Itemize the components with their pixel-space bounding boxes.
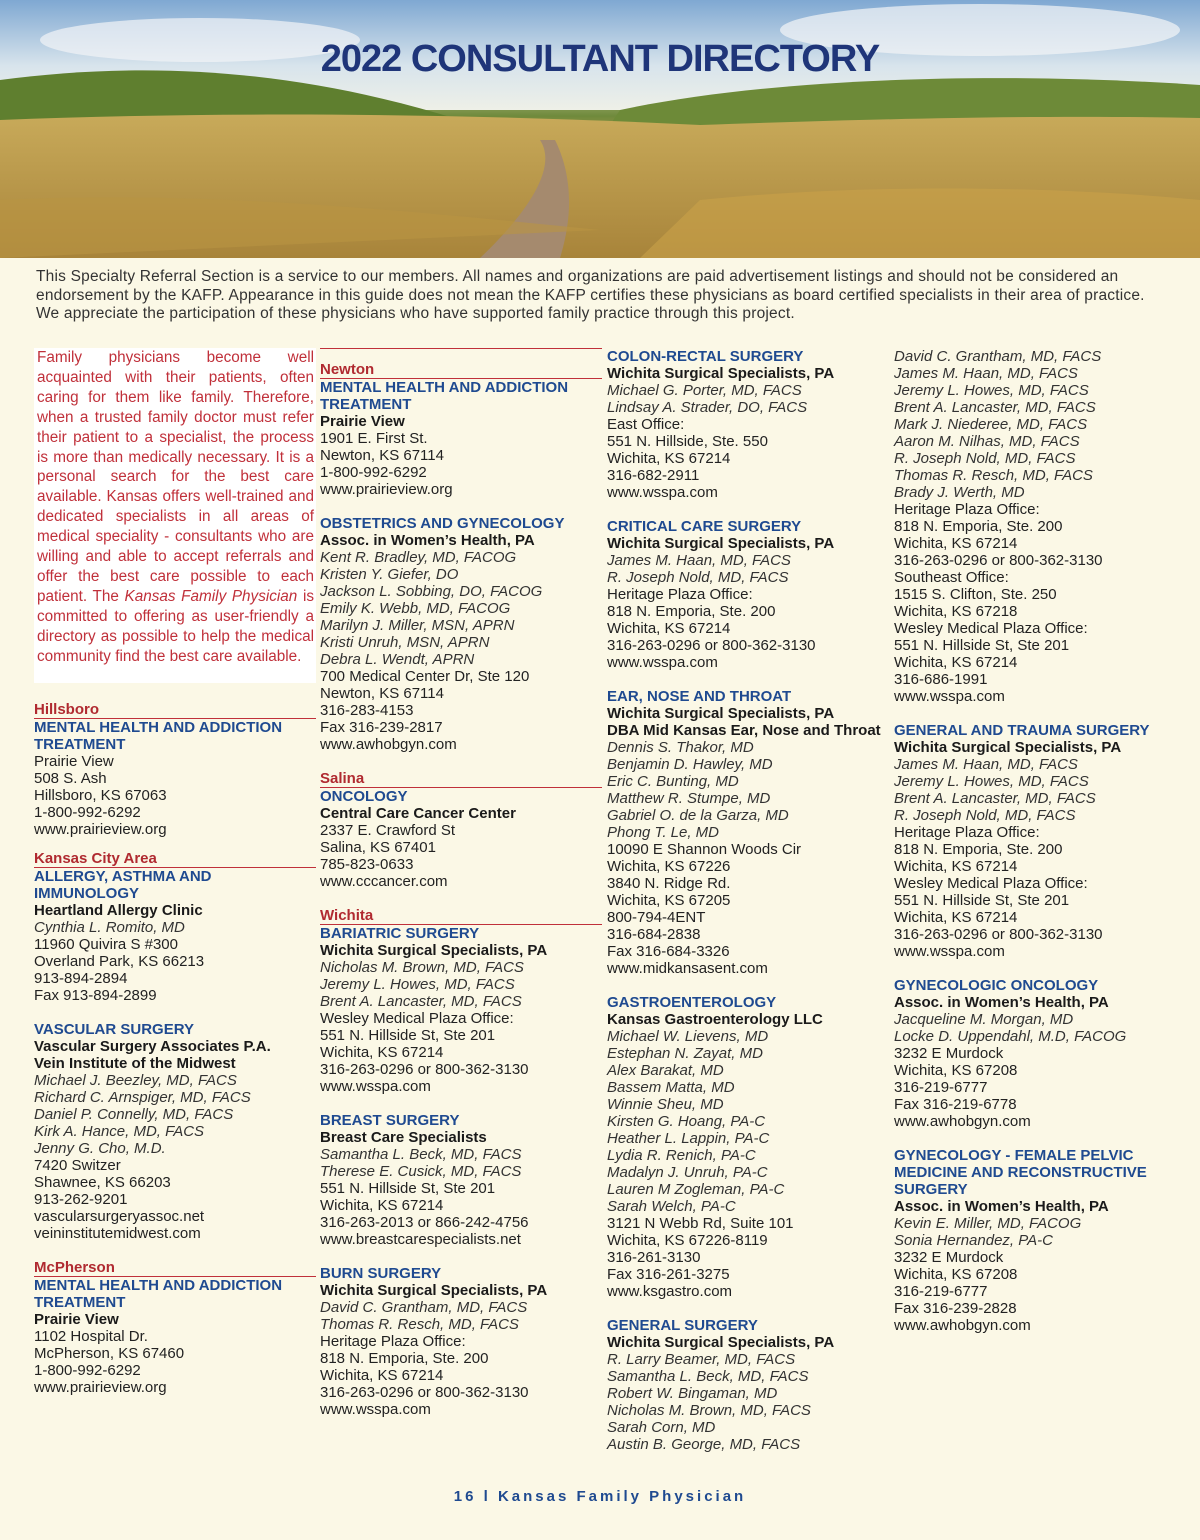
physician-name: Aaron M. Nilhas, MD, FACS [894, 433, 1080, 450]
city-heading: Wichita [320, 907, 602, 925]
listing-line: www.awhobgyn.com [320, 736, 457, 753]
listing-line: 3840 N. Ridge Rd. [607, 875, 731, 892]
physician-name: R. Joseph Nold, MD, FACS [894, 807, 1076, 824]
physician-name: Jeremy L. Howes, MD, FACS [894, 382, 1089, 399]
organization-name: Wichita Surgical Specialists, PA [607, 535, 835, 552]
listing-line: www.midkansasent.com [607, 960, 768, 977]
specialty-heading: GYNECOLOGIC ONCOLOGY [894, 977, 1099, 994]
listing-line: 700 Medical Center Dr, Ste 120 [320, 668, 530, 685]
organization-name: Wichita Surgical Specialists, PA [607, 705, 835, 722]
physician-name: David C. Grantham, MD, FACS [320, 1299, 528, 1316]
listing-line: www.prairieview.org [34, 820, 167, 838]
specialty-heading: VASCULAR SURGERY [34, 1020, 195, 1038]
physician-name: Alex Barakat, MD [607, 1062, 724, 1079]
listing-line: Wichita, KS 67205 [607, 892, 731, 909]
physician-name: R. Joseph Nold, MD, FACS [894, 450, 1076, 467]
physician-name: Kirk A. Hance, MD, FACS [34, 1122, 205, 1140]
listing-line: Hillsboro, KS 67063 [34, 786, 167, 804]
listing-line: www.cccancer.com [320, 873, 448, 890]
directory-column-3 [607, 348, 889, 1453]
physician-name: Matthew R. Stumpe, MD [607, 790, 771, 807]
physician-name: Kristen Y. Giefer, DO [320, 566, 459, 583]
physician-name: Heather L. Lappin, PA-C [607, 1130, 770, 1147]
physician-name: R. Joseph Nold, MD, FACS [607, 569, 789, 586]
listing-line: 316-283-4153 [320, 702, 414, 719]
listing-line: Wichita, KS 67208 [894, 1062, 1018, 1079]
listing-line: Wichita, KS 67226-8119 [607, 1232, 768, 1249]
listing-line: 316-686-1991 [894, 671, 988, 688]
organization-name: Wichita Surgical Specialists, PA [320, 1282, 548, 1299]
listing-line: veininstitutemidwest.com [34, 1224, 201, 1242]
physician-name: Brent A. Lancaster, MD, FACS [320, 993, 522, 1010]
listing-line: 316-263-0296 or 800-362-3130 [320, 1384, 529, 1401]
physician-name: Michael W. Lievens, MD [607, 1028, 769, 1045]
physician-name: Brady J. Werth, MD [894, 484, 1025, 501]
listing-line: Salina, KS 67401 [320, 839, 436, 856]
physician-name: Michael J. Beezley, MD, FACS [34, 1071, 237, 1089]
physician-name: Robert W. Bingaman, MD [607, 1385, 778, 1402]
listing-line: vascularsurgeryassoc.net [34, 1207, 205, 1225]
listing-line: www.wsspa.com [607, 484, 718, 501]
listing-line: www.ksgastro.com [607, 1283, 733, 1300]
organization-name: Assoc. in Women’s Health, PA [320, 532, 535, 549]
physician-name: Lydia R. Renich, PA-C [607, 1147, 756, 1164]
listing-line: 1102 Hospital Dr. [34, 1327, 148, 1345]
listing-line: 551 N. Hillside St, Ste 201 [894, 892, 1070, 909]
listing-line: www.wsspa.com [894, 688, 1005, 705]
listing-line: Wesley Medical Plaza Office: [894, 620, 1088, 637]
physician-name: Jacqueline M. Morgan, MD [894, 1011, 1074, 1028]
physician-name: Kent R. Bradley, MD, FACOG [320, 549, 517, 566]
physician-name: Samantha L. Beck, MD, FACS [320, 1146, 522, 1163]
listing-line: Wesley Medical Plaza Office: [320, 1010, 514, 1027]
physician-name: Lindsay A. Strader, DO, FACS [607, 399, 808, 416]
column-entries [607, 348, 889, 1453]
listing-line: Overland Park, KS 66213 [34, 952, 205, 970]
organization-name: Prairie View [34, 1310, 119, 1328]
physician-name: Richard C. Arnspiger, MD, FACS [34, 1088, 251, 1106]
listing-line: Wichita, KS 67214 [894, 858, 1018, 875]
city-heading: Salina [320, 770, 602, 788]
column-entries [894, 348, 1176, 1334]
city-heading: Hillsboro [34, 701, 316, 719]
listing-line: Wichita, KS 67218 [894, 603, 1018, 620]
listing-line: 3232 E Murdock [894, 1249, 1004, 1266]
listing-line: Prairie View [34, 752, 114, 770]
organization-name: Wichita Surgical Specialists, PA [607, 1334, 835, 1351]
physician-name: Kristi Unruh, MSN, APRN [320, 634, 490, 651]
physician-name: Sonia Hernandez, PA-C [894, 1232, 1053, 1249]
organization-name: Wichita Surgical Specialists, PA [894, 739, 1122, 756]
listing-line: Wichita, KS 67214 [894, 654, 1018, 671]
physician-name: Brent A. Lancaster, MD, FACS [894, 399, 1096, 416]
listing-line: Heritage Plaza Office: [894, 824, 1040, 841]
specialty-heading: BURN SURGERY [320, 1265, 442, 1282]
specialty-heading: MENTAL HEALTH AND ADDICTION TREATMENT [320, 379, 569, 413]
listing-line: www.awhobgyn.com [894, 1317, 1031, 1334]
specialty-heading: OBSTETRICS AND GYNECOLOGY [320, 515, 565, 532]
listing-line: 7420 Switzer [34, 1156, 121, 1174]
listing-line: 316-219-6777 [894, 1283, 988, 1300]
listing-line: East Office: [607, 416, 685, 433]
listing-line: 316-263-0296 or 800-362-3130 [607, 637, 816, 654]
listing-line: 913-894-2894 [34, 969, 128, 987]
listing-line: 2337 E. Crawford St [320, 822, 456, 839]
specialty-heading: GYNECOLOGY - FEMALE PELVIC MEDICINE AND RECONSTRUCTIVE SURGERY [894, 1147, 1147, 1198]
directory-column-1 [34, 348, 316, 1396]
listing-line: 913-262-9201 [34, 1190, 128, 1208]
listing-line: Shawnee, KS 66203 [34, 1173, 171, 1191]
physician-name: Sarah Corn, MD [607, 1419, 716, 1436]
listing-line: Heritage Plaza Office: [894, 501, 1040, 518]
listing-line: Fax 316-261-3275 [607, 1266, 730, 1283]
listing-line: 1-800-992-6292 [34, 1361, 141, 1379]
specialty-heading: BARIATRIC SURGERY [320, 925, 480, 942]
physician-name: Austin B. George, MD, FACS [607, 1436, 801, 1453]
listing-line: Wichita, KS 67214 [320, 1197, 444, 1214]
listing-line: 316-263-0296 or 800-362-3130 [320, 1061, 529, 1078]
listing-line: Wichita, KS 67208 [894, 1266, 1018, 1283]
organization-name: Vascular Surgery Associates P.A. [34, 1037, 271, 1055]
specialty-heading: BREAST SURGERY [320, 1112, 460, 1129]
listing-line: 818 N. Emporia, Ste. 200 [894, 841, 1063, 858]
physician-name: Thomas R. Resch, MD, FACS [894, 467, 1093, 484]
intro-paragraph: This Specialty Referral Section is a service to our members. All names and organizations are paid advertisement listings and should not be considered an endorsement by the KAFP. Appearance in this guide does not mean the KAFP certifies these physicians as board certified specialists in their area of practice. We appreciate the participation of these physicians who have supported family practice through this project. [36, 268, 1145, 322]
listing-line: www.wsspa.com [607, 654, 718, 671]
listing-line: 10090 E Shannon Woods Cir [607, 841, 802, 858]
physician-name: Benjamin D. Hawley, MD [607, 756, 773, 773]
directory-column-4 [894, 348, 1176, 1334]
listing-line: www.wsspa.com [320, 1078, 431, 1095]
specialty-heading: CRITICAL CARE SURGERY [607, 518, 802, 535]
organization-name: DBA Mid Kansas Ear, Nose and Throat [607, 722, 881, 739]
listing-line: 1515 S. Clifton, Ste. 250 [894, 586, 1057, 603]
physician-name: Bassem Matta, MD [607, 1079, 735, 1096]
quote-text-end: is committed to offering as user-friendly a directory as possible to help the medical community find the best care available. [37, 587, 315, 665]
physician-name: Gabriel O. de la Garza, MD [607, 807, 789, 824]
listing-line: McPherson, KS 67460 [34, 1344, 185, 1362]
header-banner-image [0, 0, 1200, 258]
column-entries [320, 348, 602, 1418]
listing-line: 551 N. Hillside St, Ste 201 [320, 1180, 496, 1197]
listing-line: Fax 316-239-2828 [894, 1300, 1017, 1317]
organization-name: Assoc. in Women’s Health, PA [894, 994, 1109, 1011]
physician-name: Estephan N. Zayat, MD [607, 1045, 763, 1062]
listing-line: Fax 913-894-2899 [34, 986, 157, 1004]
physician-name: Nicholas M. Brown, MD, FACS [320, 959, 524, 976]
physician-name: David C. Grantham, MD, FACS [894, 348, 1102, 365]
organization-name: Kansas Gastroenterology LLC [607, 1011, 823, 1028]
listing-line: 316-219-6777 [894, 1079, 988, 1096]
listing-line: Wichita, KS 67226 [607, 858, 731, 875]
organization-name: Vein Institute of the Midwest [34, 1054, 236, 1072]
column-entries [34, 701, 316, 1396]
listing-line: 818 N. Emporia, Ste. 200 [894, 518, 1063, 535]
listing-line: Wichita, KS 67214 [894, 535, 1018, 552]
physician-name: Jenny G. Cho, M.D. [34, 1139, 166, 1157]
listing-line: Wichita, KS 67214 [607, 620, 731, 637]
physician-name: Jeremy L. Howes, MD, FACS [894, 773, 1089, 790]
directory-column-2 [320, 348, 602, 1418]
physician-name: Dennis S. Thakor, MD [607, 739, 754, 756]
physician-name: Eric C. Bunting, MD [607, 773, 739, 790]
physician-name: James M. Haan, MD, FACS [607, 552, 791, 569]
specialty-heading: GASTROENTEROLOGY [607, 994, 777, 1011]
listing-line: 1901 E. First St. [320, 430, 428, 447]
divider [320, 348, 602, 349]
listing-line: Fax 316-219-6778 [894, 1096, 1017, 1113]
physician-name: Samantha L. Beck, MD, FACS [607, 1368, 809, 1385]
page-title: 2022 CONSULTANT DIRECTORY [320, 38, 880, 80]
listing-line: 800-794-4ENT [607, 909, 706, 926]
specialty-heading: MENTAL HEALTH AND ADDICTION TREATMENT [34, 1276, 283, 1311]
listing-line: 508 S. Ash [34, 769, 107, 787]
specialty-heading: ALLERGY, ASTHMA AND IMMUNOLOGY [34, 867, 212, 902]
intro-quote-box [34, 348, 316, 683]
listing-line: www.prairieview.org [34, 1378, 167, 1396]
physician-name: Jackson L. Sobbing, DO, FACOG [320, 583, 543, 600]
listing-line: 11960 Quivira S #300 [34, 935, 178, 953]
page-footer: 16 l Kansas Family Physician [453, 1488, 747, 1505]
listing-line: Newton, KS 67114 [320, 447, 444, 464]
listing-line: Heritage Plaza Office: [320, 1333, 466, 1350]
magazine-title: Kansas Family Physician [124, 587, 298, 605]
physician-name: Emily K. Webb, MD, FACOG [320, 600, 511, 617]
listing-line: Wichita, KS 67214 [320, 1044, 444, 1061]
listing-line: www.wsspa.com [320, 1401, 431, 1418]
listing-line: Newton, KS 67114 [320, 685, 444, 702]
listing-line: www.breastcarespecialists.net [320, 1231, 521, 1248]
listing-line: 551 N. Hillside St, Ste 201 [894, 637, 1070, 654]
listing-line: 551 N. Hillside St, Ste 201 [320, 1027, 496, 1044]
physician-name: James M. Haan, MD, FACS [894, 756, 1078, 773]
physician-name: Nicholas M. Brown, MD, FACS [607, 1402, 811, 1419]
physician-name: James M. Haan, MD, FACS [894, 365, 1078, 382]
city-heading: Newton [320, 361, 602, 379]
physician-name: Phong T. Le, MD [607, 824, 720, 841]
physician-name: Kirsten G. Hoang, PA-C [607, 1113, 766, 1130]
listing-line: 3232 E Murdock [894, 1045, 1004, 1062]
listing-line: Wichita, KS 67214 [607, 450, 731, 467]
organization-name: Breast Care Specialists [320, 1129, 487, 1146]
listing-line: Wichita, KS 67214 [894, 909, 1018, 926]
specialty-heading: COLON-RECTAL SURGERY [607, 348, 804, 365]
physician-name: Madalyn J. Unruh, PA-C [607, 1164, 768, 1181]
specialty-heading: EAR, NOSE AND THROAT [607, 688, 792, 705]
organization-name: Prairie View [320, 413, 405, 430]
physician-name: Michael G. Porter, MD, FACS [607, 382, 802, 399]
listing-line: 818 N. Emporia, Ste. 200 [607, 603, 776, 620]
listing-line: 316-684-2838 [607, 926, 701, 943]
listing-line: Heritage Plaza Office: [607, 586, 753, 603]
listing-line: www.wsspa.com [894, 943, 1005, 960]
physician-name: Debra L. Wendt, APRN [320, 651, 475, 668]
listing-line: 1-800-992-6292 [320, 464, 427, 481]
physician-name: Jeremy L. Howes, MD, FACS [320, 976, 515, 993]
physician-name: Daniel P. Connelly, MD, FACS [34, 1105, 234, 1123]
specialty-heading: MENTAL HEALTH AND ADDICTION TREATMENT [34, 718, 283, 753]
listing-line: 818 N. Emporia, Ste. 200 [320, 1350, 489, 1367]
listing-line: 551 N. Hillside, Ste. 550 [607, 433, 768, 450]
listing-line: 3121 N Webb Rd, Suite 101 [607, 1215, 794, 1232]
listing-line: Fax 316-684-3326 [607, 943, 730, 960]
physician-name: Sarah Welch, PA-C [607, 1198, 736, 1215]
physician-name: Kevin E. Miller, MD, FACOG [894, 1215, 1082, 1232]
organization-name: Assoc. in Women’s Health, PA [894, 1198, 1109, 1215]
listing-line: Fax 316-239-2817 [320, 719, 443, 736]
physician-name: Marilyn J. Miller, MSN, APRN [320, 617, 515, 634]
listing-line: www.prairieview.org [320, 481, 453, 498]
physician-name: R. Larry Beamer, MD, FACS [607, 1351, 796, 1368]
organization-name: Wichita Surgical Specialists, PA [320, 942, 548, 959]
listing-line: www.awhobgyn.com [894, 1113, 1031, 1130]
listing-line: Southeast Office: [894, 569, 1009, 586]
listing-line: 316-682-2911 [607, 467, 700, 484]
physician-name: Therese E. Cusick, MD, FACS [320, 1163, 522, 1180]
organization-name: Central Care Cancer Center [320, 805, 516, 822]
city-heading: Kansas City Area [34, 850, 316, 868]
specialty-heading: GENERAL AND TRAUMA SURGERY [894, 722, 1150, 739]
city-heading: McPherson [34, 1259, 316, 1277]
physician-name: Winnie Sheu, MD [607, 1096, 724, 1113]
listing-line: 316-263-2013 or 866-242-4756 [320, 1214, 529, 1231]
listing-line: 316-261-3130 [607, 1249, 701, 1266]
organization-name: Heartland Allergy Clinic [34, 901, 203, 919]
physician-name: Cynthia L. Romito, MD [34, 918, 185, 936]
physician-name: Mark J. Niederee, MD, FACS [894, 416, 1088, 433]
listing-line: Wesley Medical Plaza Office: [894, 875, 1088, 892]
specialty-heading: ONCOLOGY [320, 788, 408, 805]
organization-name: Wichita Surgical Specialists, PA [607, 365, 835, 382]
quote-text: Family physicians become well acquainted with their patients, often caring for them like family. Therefore, when a trusted family doctor must refer their patient to a specialist, the process is more than medically necessary. It is a personal search for the best care available. Kansas offers well-trained and dedicated specialists in all areas of medical speciality - consultants who are willing and able to accept referrals and offer the best care possible to each patient. The [37, 349, 314, 605]
physician-name: Brent A. Lancaster, MD, FACS [894, 790, 1096, 807]
physician-name: Locke D. Uppendahl, M.D, FACOG [894, 1028, 1127, 1045]
physician-name: Lauren M Zogleman, PA-C [607, 1181, 785, 1198]
listing-line: Wichita, KS 67214 [320, 1367, 444, 1384]
physician-name: Thomas R. Resch, MD, FACS [320, 1316, 519, 1333]
specialty-heading: GENERAL SURGERY [607, 1317, 758, 1334]
listing-line: 785-823-0633 [320, 856, 414, 873]
listing-line: 316-263-0296 or 800-362-3130 [894, 926, 1103, 943]
listing-line: 316-263-0296 or 800-362-3130 [894, 552, 1103, 569]
listing-line: 1-800-992-6292 [34, 803, 141, 821]
